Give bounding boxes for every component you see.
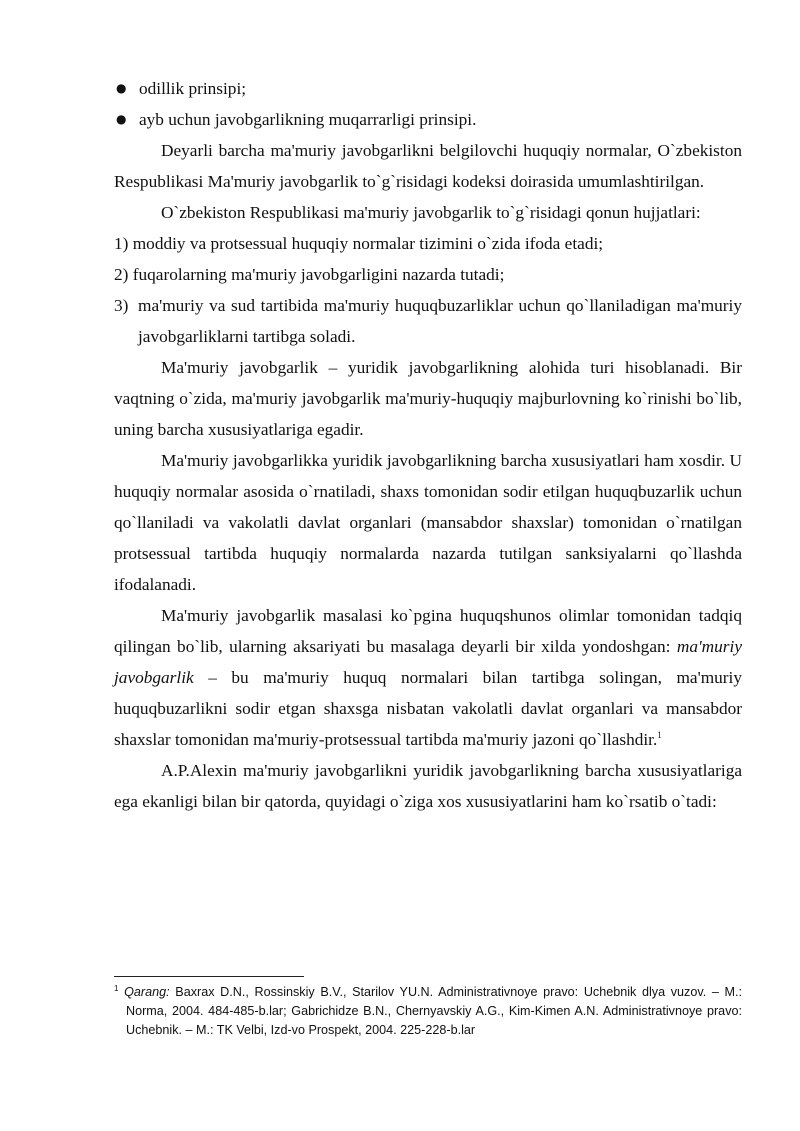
- list-number: 1): [114, 234, 129, 253]
- list-number: 2): [114, 265, 129, 284]
- paragraph-5-before: Ma'muriy javobgarlik masalasi ko`pgina huquqshunos olimlar tomonidan tadqiq qilingan bo`lib, ularning aksariyati bu masalaga deyarli bir xilda yondoshgan:: [114, 606, 742, 656]
- list-item: [114, 290, 742, 352]
- list-text: moddiy va protsessual huquqiy normalar tizimini o`zida ifoda etadi;: [132, 234, 604, 253]
- paragraph-2: O`zbekiston Respublikasi ma'muriy javobgarlik to`g`risidagi qonun hujjatlari:: [161, 203, 701, 222]
- paragraph-4: Ma'muriy javobgarlikka yuridik javobgarlikning barcha xususiyatlari ham xosdir. U huquqiy normalar asosida o`rnatiladi, shaxs tomonidan sodir etilgan huquqbuzarlik uchun qo`llaniladi va vakolatli davlat organlari (mansabdor shaxslar) tomonidan o`rnatilgan protsessual tartibda huquqiy normalarda nazarda tutilgan sanksiyalarni qo`llashda ifodalanadi.: [114, 451, 742, 594]
- list-text: fuqarolarning ma'muriy javobgarligini nazarda tutadi;: [132, 265, 505, 284]
- paragraph-5-after: – bu ma'muriy huquq normalari bilan tartibga solingan, ma'muriy huquqbuzarlikni sodir etgan shaxsga nisbatan vakolatli davlat organlari va mansabdor shaxslar tomonidan ma'muriy-protsessual tartibda ma'muriy jazoni qo`llashdir.: [114, 668, 742, 749]
- paragraph-1: Deyarli barcha ma'muriy javobgarlikni belgilovchi huquqiy normalar, O`zbekiston Respublikasi Ma'muriy javobgarlik to`g`risidagi kodeksi doirasida umumlashtirilgan.: [114, 141, 742, 191]
- paragraph-6: A.P.Alexin ma'muriy javobgarlikni yuridik javobgarlikning barcha xususiyatlariga ega ekanligi bilan bir qatorda, quyidagi o`ziga xos xususiyatlarini ham ko`rsatib o`tadi:: [114, 761, 742, 811]
- list-text: ma'muriy va sud tartibida ma'muriy huquqbuzarliklar uchun qo`llaniladigan ma'muriy javobgarliklarni tartibga soladi.: [138, 296, 742, 346]
- footnote-mark: 1: [114, 984, 119, 993]
- document-body: [114, 73, 742, 817]
- bullet-item: [114, 73, 742, 104]
- paragraph-5: [114, 600, 742, 755]
- bullet-icon: ●: [116, 81, 127, 95]
- footnote-text: Baxrax D.N., Rossinskiy B.V., Starilov YU.N. Administrativnoye pravo: Uchebnik dlya vuzov. – M.: Norma, 2004. 484-485-b.lar; Gabrichidze B.N., Chernyavskiy A.G., Kim-Kimen A.N. Administrativnoye pravo: Uchebnik. – M.: TK Velbi, Izd-vo Prospekt, 2004. 225-228-b.lar: [126, 985, 743, 1037]
- paragraph-3: Ma'muriy javobgarlik – yuridik javobgarlikning alohida turi hisoblanadi. Bir vaqtning o`zida, ma'muriy javobgarlik ma'muriy-huquqiy majburlovning ko`rinishi bo`lib, uning barcha xususiyatlariga egadir.: [114, 358, 742, 439]
- footnote-separator: [114, 976, 304, 977]
- bullet-item: [114, 104, 742, 135]
- defined-term: ma'muriy javobgarlik: [114, 637, 742, 687]
- list-number: 3): [114, 296, 129, 315]
- bullet-text: odillik prinsipi;: [139, 79, 247, 98]
- bullet-text: ayb uchun javobgarlikning muqarrarligi prinsipi.: [139, 110, 477, 129]
- footnote-reference[interactable]: 1: [657, 730, 662, 740]
- list-item: [114, 259, 742, 290]
- footnote: [114, 983, 742, 1040]
- footnote-label: Qarang:: [124, 985, 170, 999]
- bullet-icon: ●: [116, 112, 127, 126]
- list-item: [114, 228, 742, 259]
